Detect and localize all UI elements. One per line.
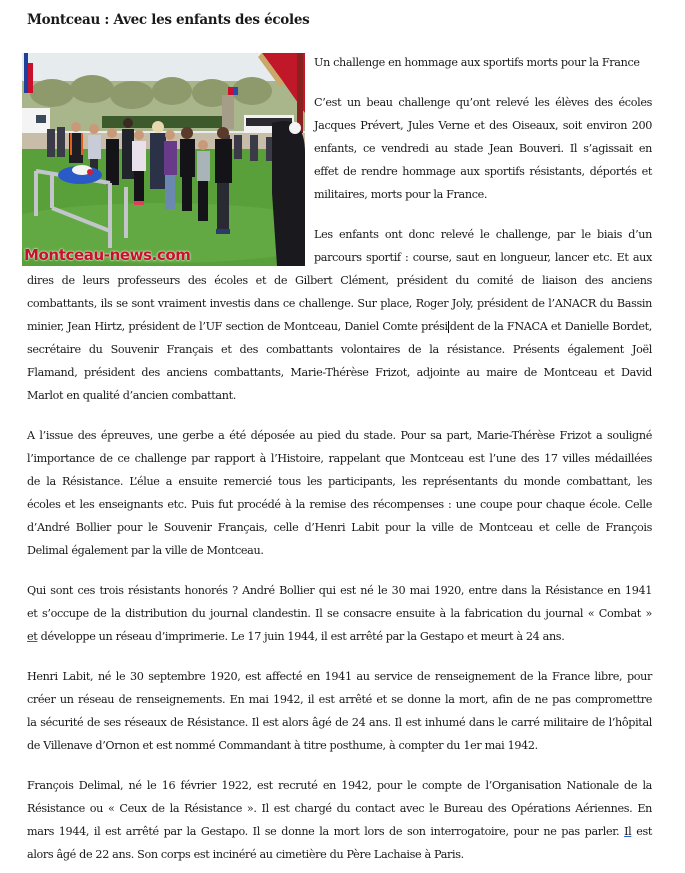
article-title: Montceau : Avec les enfants des écoles bbox=[27, 12, 310, 28]
article-subtitle: Un challenge en hommage aux sportifs morts pour la France bbox=[314, 56, 640, 69]
line-with-cursor: minier, Jean Hirtz, président de l’UF section de Montceau, Daniel Comte prési dent de la FNACA et Danielle Bordet, bbox=[27, 320, 652, 333]
photo-scene bbox=[22, 53, 305, 266]
article-photo bbox=[22, 53, 305, 266]
photo-watermark: Montceau-news.com bbox=[24, 246, 191, 264]
spellcheck-word[interactable]: et bbox=[27, 630, 38, 643]
spellcheck-word[interactable]: Il bbox=[624, 825, 632, 838]
